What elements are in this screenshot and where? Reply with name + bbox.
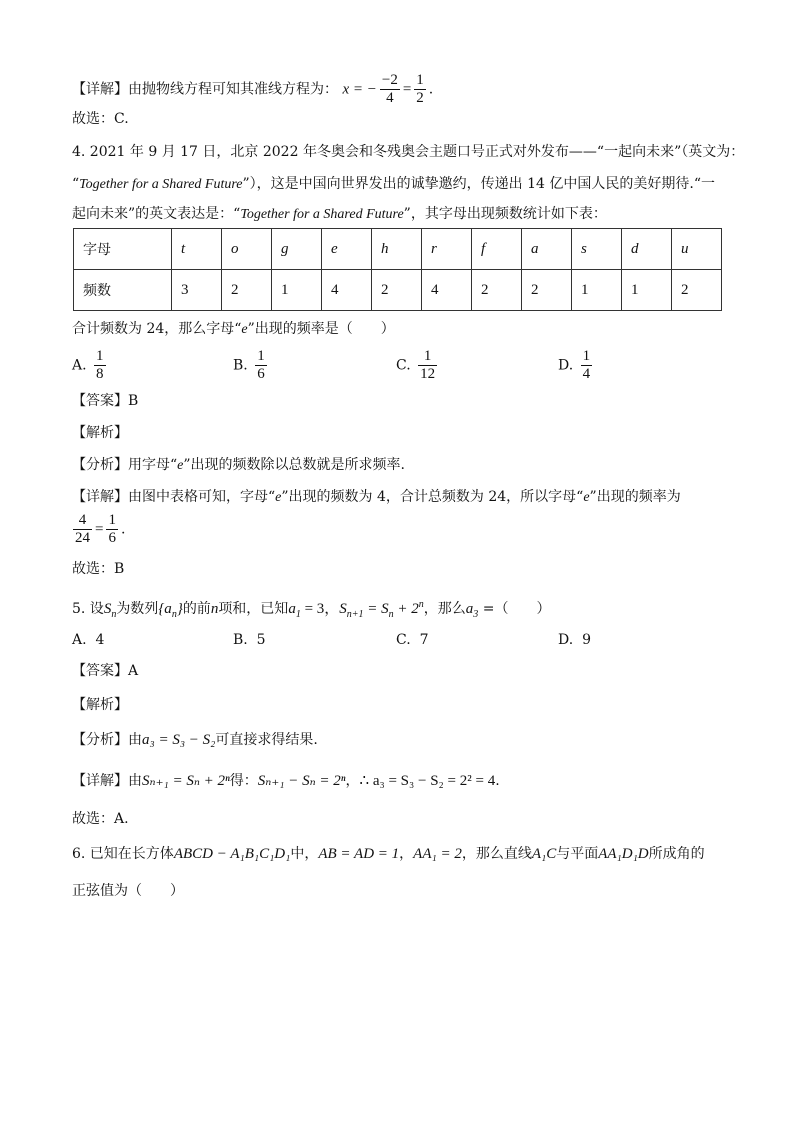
- period: .: [428, 81, 434, 98]
- fraction: $\frac{1}{6}$: [257, 348, 265, 382]
- q4-line2-text: ”），这是中国向世界发出的诚挚邀约，传递出 14 亿中国人民的美好期待.“一: [242, 176, 715, 192]
- formula: ∴ a₃ = S₃ − S₂ = 2² = 4: [359, 773, 496, 789]
- letter-e: e: [275, 490, 282, 505]
- formula: AB = AD = 1: [318, 846, 400, 862]
- table-cell: o: [222, 229, 272, 270]
- sub: 1: [295, 609, 301, 620]
- fenxi-post: ”出现的频数除以总数就是所求频率.: [183, 457, 405, 473]
- formula: Sₙ₊₁ − Sₙ = 2ⁿ: [257, 773, 346, 789]
- q4-fenxi: [72, 456, 405, 475]
- sym: a: [288, 601, 296, 617]
- formula: AA₁ = 2: [413, 846, 462, 862]
- row-label: 频数: [74, 270, 172, 311]
- option-a[interactable]: [72, 348, 109, 383]
- sym: }: [176, 601, 183, 617]
- fraction: $\frac{-2}{4}$: [381, 72, 398, 106]
- option-label: B.: [233, 357, 248, 374]
- q4-line1: 4. 2021 年 9 月 17 日，北京 2022 年冬奥会和冬残奥会主题口号正式对外发布——“一起向未来”（英文为：: [72, 144, 745, 160]
- sym: S: [103, 601, 112, 617]
- option-d[interactable]: [558, 632, 591, 648]
- q5-analysis-tag: 【解析】: [72, 697, 128, 713]
- q5-answer: [72, 662, 138, 680]
- sub: 3: [473, 609, 479, 620]
- letter-e: e: [177, 458, 184, 473]
- period: .: [495, 773, 500, 789]
- sub: n: [388, 609, 394, 620]
- q4-line3: [72, 205, 607, 224]
- formula-lhs: x = −: [342, 81, 377, 98]
- sym: {a: [158, 601, 172, 617]
- q4-detail: [72, 488, 681, 507]
- table-cell: a: [522, 229, 572, 270]
- equals: =: [95, 521, 104, 538]
- formula: n: [210, 601, 219, 617]
- option-c[interactable]: [396, 632, 429, 648]
- detail-mid: ”出现的频数为 4，合计总频数为 24，所以字母“: [281, 489, 584, 505]
- formula: [465, 601, 479, 620]
- fenxi-pre: 用字母“: [128, 457, 178, 473]
- text: 为数列: [116, 601, 159, 617]
- answer-value: B: [128, 393, 139, 409]
- fenxi-pre: 由: [128, 732, 142, 748]
- quote: “: [72, 176, 80, 192]
- table-cell: 3: [172, 270, 222, 311]
- table-cell: 2: [522, 270, 572, 311]
- table-cell: 2: [472, 270, 522, 311]
- sep: ，: [399, 846, 414, 862]
- table-cell: 2: [222, 270, 272, 311]
- table-cell: h: [372, 229, 422, 270]
- table-cell: 2: [672, 270, 722, 311]
- letter-e: e: [241, 322, 248, 337]
- q6-question-line2: 正弦值为（ ）: [72, 883, 184, 899]
- option-value: 5: [256, 632, 266, 648]
- formula: ABCD − A₁B₁C₁D₁: [173, 846, 291, 862]
- formula: Sₙ₊₁ = Sₙ + 2ⁿ: [142, 773, 230, 789]
- fraction: $\frac{1}{8}$: [96, 348, 104, 382]
- text: ，那么直线: [461, 846, 532, 862]
- table-cell: g: [272, 229, 322, 270]
- table-cell: t: [172, 229, 222, 270]
- table-cell: u: [672, 229, 722, 270]
- text: 所成角的: [648, 846, 705, 862]
- q4-choice: 故选：B: [72, 561, 125, 577]
- detail-text: 由抛物线方程可知其准线方程为：: [128, 81, 338, 98]
- slogan-en: Together for a Shared Future: [240, 207, 404, 222]
- option-label: A.: [72, 357, 87, 374]
- text: =（ ）: [478, 601, 551, 617]
- formula: A₁C: [531, 846, 557, 862]
- option-a[interactable]: [72, 632, 104, 648]
- detail-tag: 【详解】: [72, 489, 128, 505]
- detail-post: ”出现的频率为: [589, 489, 681, 505]
- table-cell: e: [322, 229, 372, 270]
- option-d[interactable]: [558, 348, 595, 383]
- fraction: $\frac{1}{2}$: [416, 72, 424, 106]
- q4-line2: [72, 175, 715, 194]
- sub: n+1: [346, 609, 364, 620]
- q6-num: 6. 已知在长方体: [72, 846, 174, 862]
- table-row: [74, 229, 722, 270]
- q4-question-post: ”出现的频率是（ ）: [247, 321, 395, 337]
- sep: ，: [345, 773, 360, 789]
- option-label: C.: [396, 357, 411, 374]
- option-b[interactable]: [233, 348, 270, 383]
- option-c[interactable]: [396, 348, 440, 383]
- fenxi-tag: 【分析】: [72, 732, 128, 748]
- option-value: 9: [582, 632, 592, 648]
- option-b[interactable]: [233, 632, 266, 648]
- text: 的前: [182, 601, 211, 617]
- sym: a: [465, 601, 474, 617]
- q3-detail-line: [72, 72, 433, 107]
- fraction: $\frac{1}{6}$: [108, 512, 116, 546]
- q4-line3-pre: 起向未来”的英文表达是：“: [72, 206, 241, 222]
- formula: = 3，: [300, 601, 340, 617]
- letter-frequency-table: [73, 228, 722, 311]
- equals: =: [402, 81, 412, 98]
- formula: [288, 601, 301, 620]
- text: 中，: [290, 846, 319, 862]
- q5-question: [72, 596, 550, 624]
- table-cell: s: [572, 229, 622, 270]
- q4-calc: [70, 512, 125, 547]
- answer-tag: 【答案】: [72, 663, 128, 679]
- q4-answer: [72, 392, 138, 410]
- detail-pre: 由: [128, 773, 142, 789]
- fraction: $\frac{4}{24}$: [75, 512, 90, 546]
- table-cell: 1: [272, 270, 322, 311]
- option-value: 7: [419, 632, 429, 648]
- formula: [339, 599, 424, 620]
- table-cell: d: [622, 229, 672, 270]
- answer-tag: 【答案】: [72, 393, 128, 409]
- fenxi-tag: 【分析】: [72, 457, 128, 473]
- table-row: [74, 270, 722, 311]
- fraction: $\frac{1}{12}$: [420, 348, 436, 382]
- row-label: 字母: [74, 229, 172, 270]
- option-label: D.: [558, 632, 574, 648]
- table-cell: r: [422, 229, 472, 270]
- q5-choice: 故选：A.: [72, 811, 129, 827]
- option-value: 4: [95, 632, 105, 648]
- text: 项和，已知: [218, 601, 289, 617]
- sup: n: [418, 599, 424, 610]
- option-label: A.: [72, 632, 87, 648]
- table-cell: 2: [372, 270, 422, 311]
- sub: n: [111, 609, 117, 620]
- option-label: D.: [558, 357, 574, 374]
- sym: + 2: [393, 601, 419, 617]
- table-cell: 1: [622, 270, 672, 311]
- sym: S: [339, 601, 347, 617]
- period: .: [120, 521, 126, 538]
- formula: [103, 601, 117, 620]
- formula: AA₁D₁D: [598, 846, 649, 862]
- detail-tag: 【详解】: [72, 773, 128, 789]
- letter-e: e: [583, 490, 590, 505]
- table-cell: f: [472, 229, 522, 270]
- q4-question-pre: 合计频数为 24，那么字母“: [72, 321, 242, 337]
- fenxi-post: 可直接求得结果.: [215, 732, 318, 748]
- q4-analysis-tag: 【解析】: [72, 425, 128, 441]
- formula: a₃ = S₃ − S₂: [142, 732, 216, 748]
- table-cell: 4: [322, 270, 372, 311]
- fraction: $\frac{1}{4}$: [582, 348, 591, 382]
- detail-mid: 得：: [229, 773, 258, 789]
- detail-tag: 【详解】: [72, 81, 128, 98]
- sub: n: [171, 609, 177, 620]
- detail-pre: 由图中表格可知，字母“: [128, 489, 276, 505]
- table-cell: 1: [572, 270, 622, 311]
- q5-num: 5. 设: [72, 601, 104, 617]
- q3-choice: 故选：C.: [72, 111, 129, 127]
- q5-fenxi: [72, 731, 318, 749]
- slogan-en: Together for a Shared Future: [79, 177, 243, 192]
- option-label: B.: [233, 632, 248, 648]
- option-label: C.: [396, 632, 411, 648]
- q5-detail: [72, 772, 500, 790]
- q4-question: [72, 320, 395, 339]
- table-cell: 4: [422, 270, 472, 311]
- q4-line3-rest: ”，其字母出现频数统计如下表：: [403, 206, 607, 222]
- answer-value: A: [128, 663, 139, 679]
- text: 与平面: [556, 846, 599, 862]
- q6-question: [72, 845, 705, 863]
- formula: [158, 601, 183, 620]
- sym: = S: [363, 601, 389, 617]
- text: ，那么: [423, 601, 466, 617]
